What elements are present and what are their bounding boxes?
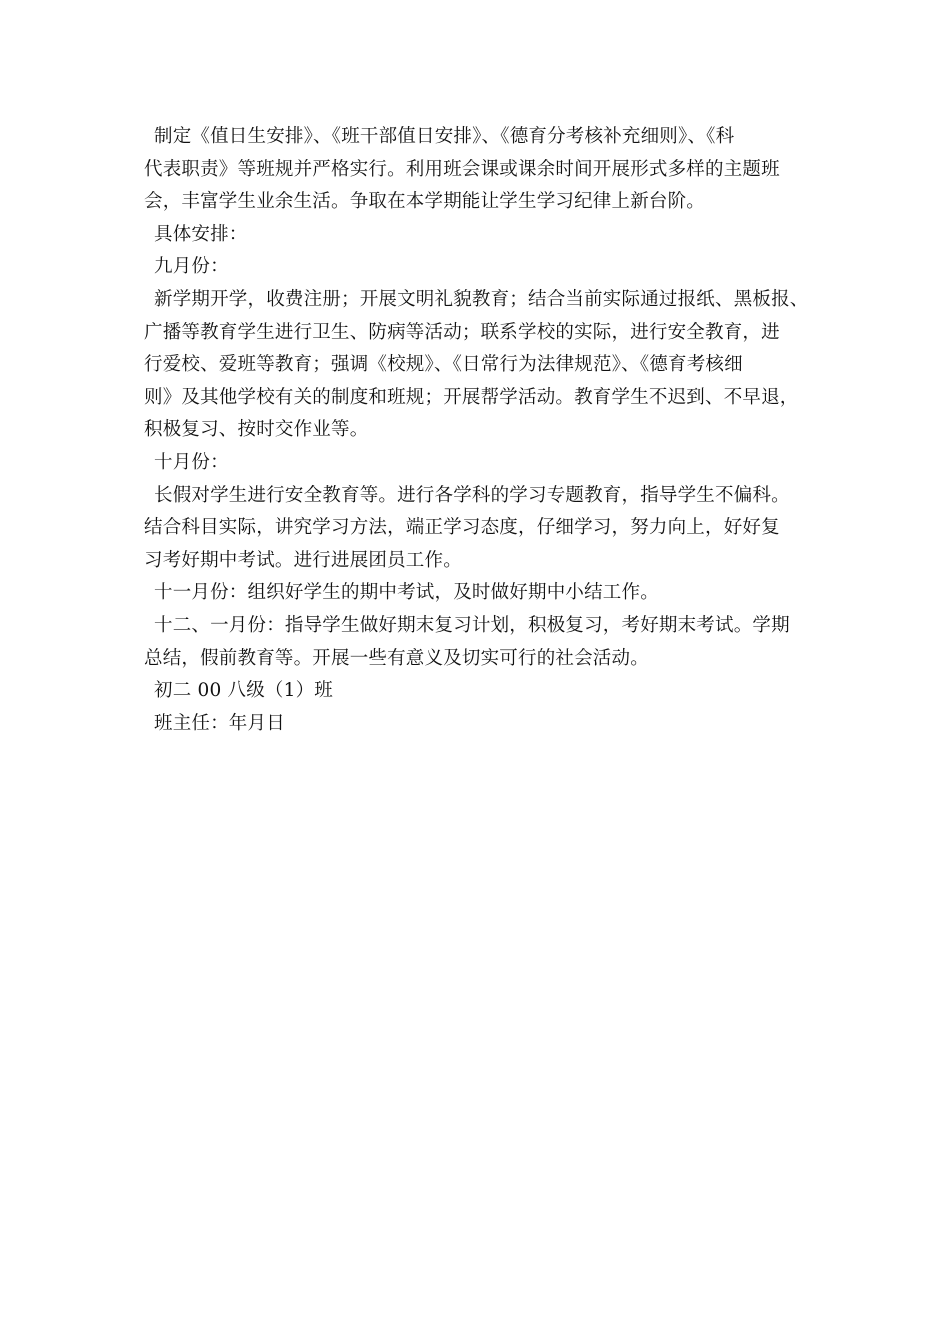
paragraph-september-line-3: 行爱校、爱班等教育；强调《校规》、《日常行为法律规范》、《德育考核细: [144, 354, 743, 376]
paragraph-rules-line-1: 制定《值日生安排》、《班干部值日安排》、《德育分考核补充细则》、《科: [154, 126, 735, 147]
head-teacher-signature-line: 班主任：年月日: [154, 712, 285, 734]
paragraph-october-line-2: 结合科目实际，讲究学习方法，端正学习态度，仔细学习，努力向上，好好复: [144, 517, 780, 539]
paragraph-rules-line-3: 会，丰富学生业余生活。争取在本学期能让学生学习纪律上新台阶。: [144, 191, 706, 213]
paragraph-september-line-5: 积极复习、按时交作业等。: [144, 419, 369, 441]
paragraph-rules-line-2: 代表职责》等班规并严格实行。利用班会课或课余时间开展形式多样的主题班: [144, 158, 780, 180]
paragraph-september-line-1: 新学期开学，收费注册；开展文明礼貌教育；结合当前实际通过报纸、黑板报、: [154, 288, 809, 310]
class-name: 初二 00 八级（1）班: [154, 680, 333, 702]
paragraph-december-line-2: 总结，假前教育等。开展一些有意义及切实可行的社会活动。: [144, 647, 649, 669]
paragraph-october-line-3: 习考好期中考试。进行进展团员工作。: [144, 549, 462, 571]
paragraph-december-line-1: 十二、一月份：指导学生做好期末复习计划，积极复习，考好期末考试。学期: [154, 614, 790, 636]
heading-october: 十月份：: [154, 451, 229, 473]
paragraph-october-line-1: 长假对学生进行安全教育等。进行各学科的学习专题教育，指导学生不偏科。: [154, 484, 790, 506]
paragraph-september-line-2: 广播等教育学生进行卫生、防病等活动；联系学校的实际，进行安全教育，进: [144, 321, 780, 343]
heading-september: 九月份：: [154, 256, 229, 278]
paragraph-november: 十一月份：组织好学生的期中考试，及时做好期中小结工作。: [154, 582, 659, 604]
heading-specific-arrangement: 具体安排：: [154, 223, 248, 245]
paragraph-september-line-4: 则》及其他学校有关的制度和班规；开展帮学活动。教育学生不迟到、不早退，: [144, 386, 799, 408]
document-body: [144, 121, 824, 740]
